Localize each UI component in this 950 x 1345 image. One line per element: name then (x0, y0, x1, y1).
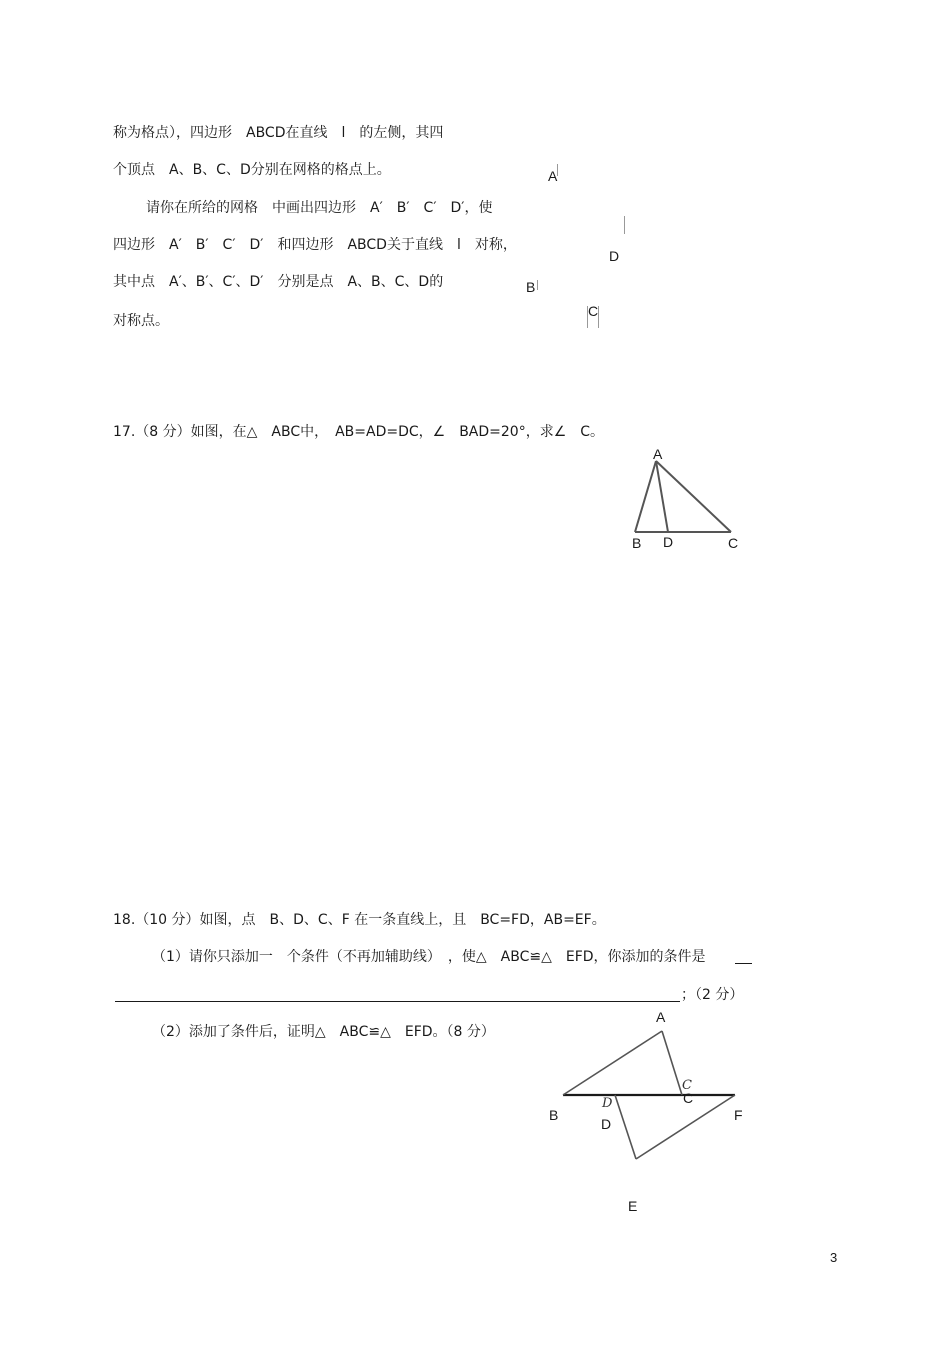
q17-text: 17.（8 分）如图，在△ ABC中， AB=AD=DC，∠ BAD=20°，求∠ C。 (113, 424, 605, 440)
q17-label-a: A (653, 446, 663, 462)
q17-triangle-figure (635, 461, 731, 532)
q18-label-c: C (683, 1090, 694, 1106)
segment-ac (656, 461, 731, 532)
q16-label-c: C (588, 303, 599, 319)
answer-blank-line (115, 1001, 680, 1002)
q18-part2: （2）添加了条件后，证明△ ABC≌△ EFD。（8 分） (152, 1024, 495, 1040)
q18-figure (563, 1031, 735, 1159)
segment-ab (563, 1031, 662, 1095)
q16-line-4: 四边形 A′ B′ C′ D′ 和四边形 ABCD关于直线 l 对称， (113, 237, 517, 253)
q18-text: 18.（10 分）如图，点 B、D、C、F 在一条直线上，且 BC=FD，AB=EF。 (113, 912, 606, 928)
q16-label-b: B (526, 279, 536, 295)
q17-label-b: B (632, 535, 642, 551)
q16-line-6: 对称点。 (113, 313, 169, 329)
q18-label-c-italic: C (682, 1078, 692, 1093)
q16-line-3: 请你在所给的网格 中画出四边形 A′ B′ C′ D′，使 (146, 200, 493, 216)
segment-ac (662, 1031, 682, 1095)
q18-label-f: F (734, 1107, 743, 1123)
q16-label-a: A (548, 168, 558, 184)
segment-ed (615, 1095, 636, 1159)
segment-ab (635, 461, 656, 532)
q16-line-5: 其中点 A′、B′、C′、D′ 分别是点 A、B、C、D的 (113, 274, 444, 290)
q16-label-d: D (609, 248, 620, 264)
q16-line-2: 个顶点 A、B、C、D分别在网格的格点上。 (113, 162, 391, 178)
q18-label-d: D (601, 1116, 612, 1132)
page-number: 3 (830, 1250, 838, 1265)
q18-part1-tail: ；（2 分） (681, 987, 744, 1003)
answer-blank-start (735, 963, 752, 964)
q17-label-c: C (728, 535, 739, 551)
q18-part1: （1）请你只添加一 个条件（不再加辅助线） ，使△ ABC≌△ EFD，你添加的条件是 (152, 949, 706, 965)
q18-label-e: E (628, 1198, 638, 1214)
q18-label-a: A (656, 1009, 666, 1025)
q16-line-1: 称为格点），四边形 ABCD在直线 l 的左侧，其四 (113, 125, 444, 141)
q17-label-d: D (663, 534, 674, 550)
q18-label-d-italic: D (602, 1096, 613, 1111)
q18-label-b: B (549, 1107, 559, 1123)
